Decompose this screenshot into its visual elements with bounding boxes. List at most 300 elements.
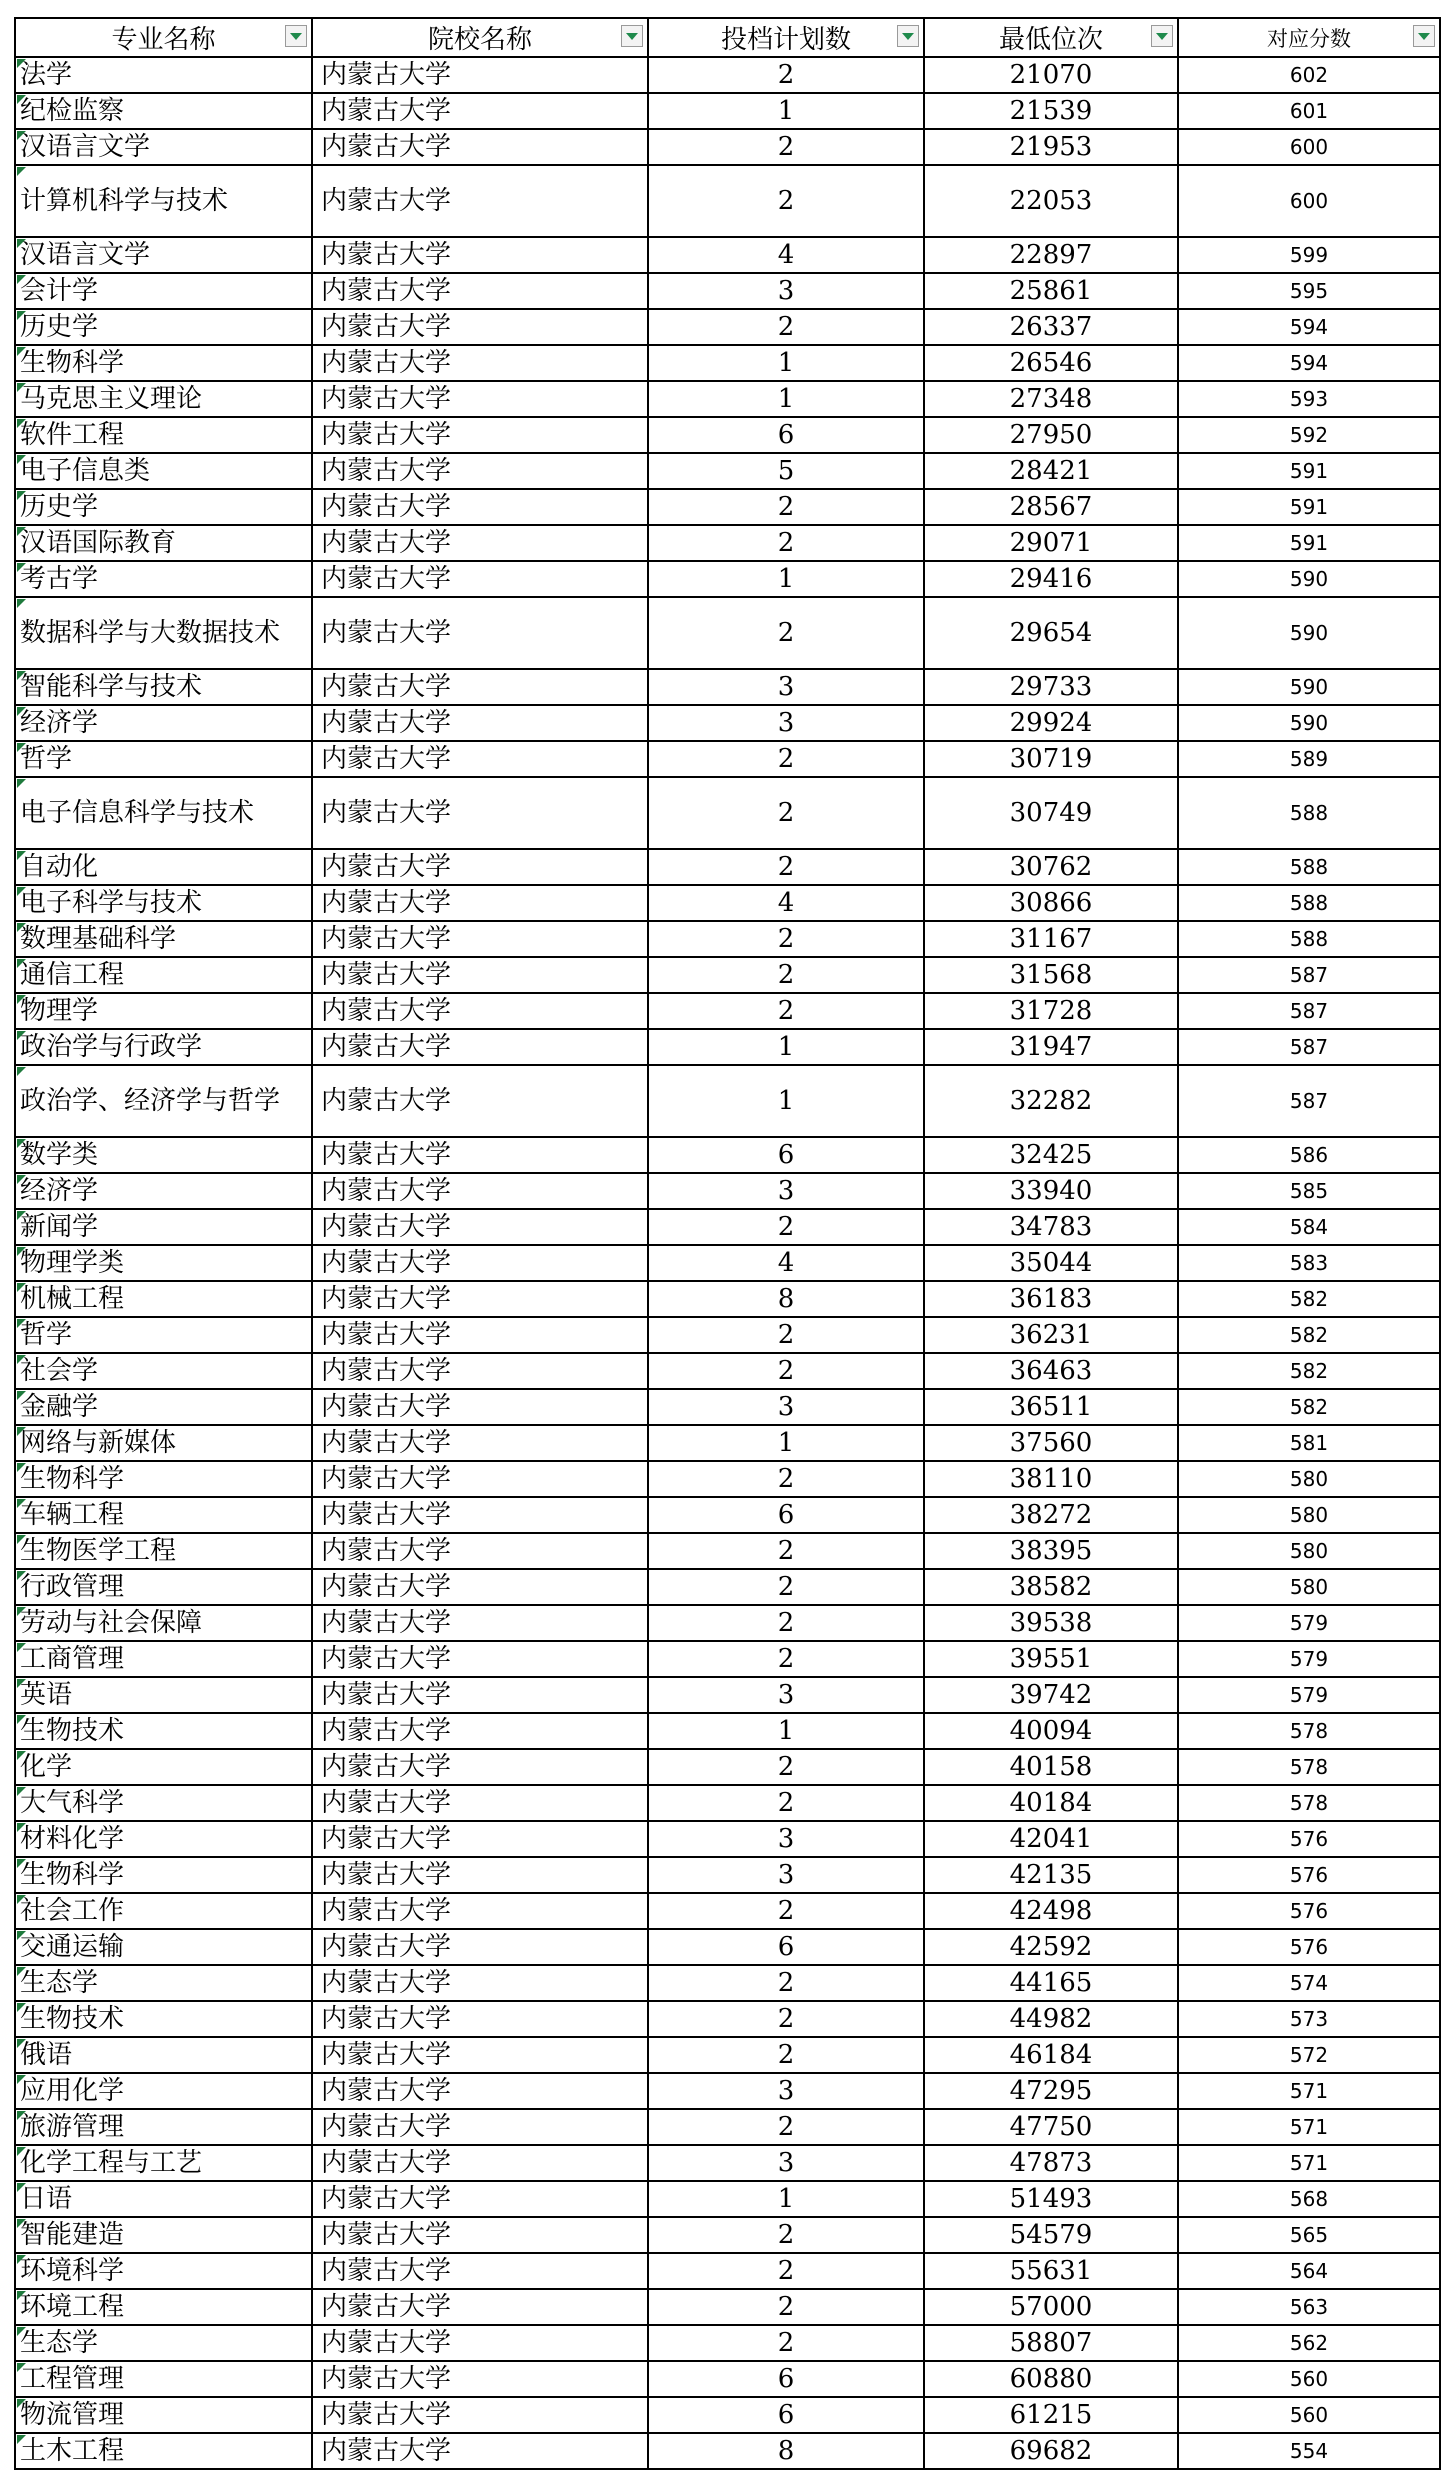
school-cell[interactable] [312,93,648,129]
school-cell[interactable] [312,1785,648,1821]
table-row[interactable] [15,1533,1440,1569]
table-row[interactable] [15,1065,1440,1137]
rank-cell[interactable] [924,669,1178,705]
school-cell[interactable] [312,1821,648,1857]
score-cell[interactable] [1178,1173,1440,1209]
plan-cell[interactable] [648,2145,924,2181]
school-cell[interactable] [312,1389,648,1425]
rank-cell[interactable] [924,237,1178,273]
table-row[interactable] [15,669,1440,705]
school-cell[interactable] [312,273,648,309]
plan-cell[interactable] [648,1065,924,1137]
rank-cell[interactable] [924,1641,1178,1677]
score-cell[interactable] [1178,1857,1440,1893]
major-cell[interactable] [15,1965,312,2001]
school-cell[interactable] [312,1713,648,1749]
rank-cell[interactable] [924,1857,1178,1893]
score-cell[interactable] [1178,1065,1440,1137]
score-cell[interactable] [1178,309,1440,345]
school-cell[interactable] [312,2073,648,2109]
table-row[interactable] [15,2073,1440,2109]
plan-cell[interactable] [648,237,924,273]
table-row[interactable] [15,381,1440,417]
table-row[interactable] [15,777,1440,849]
table-row[interactable] [15,993,1440,1029]
plan-cell[interactable] [648,2217,924,2253]
school-cell[interactable] [312,885,648,921]
school-cell[interactable] [312,525,648,561]
major-cell[interactable] [15,1209,312,1245]
plan-cell[interactable] [648,1281,924,1317]
rank-cell[interactable] [924,1317,1178,1353]
plan-cell[interactable] [648,2073,924,2109]
score-cell[interactable] [1178,2073,1440,2109]
score-cell[interactable] [1178,1929,1440,1965]
rank-cell[interactable] [924,309,1178,345]
school-cell[interactable] [312,669,648,705]
major-cell[interactable] [15,489,312,525]
filter-dropdown-icon[interactable] [1413,25,1435,47]
score-cell[interactable] [1178,1137,1440,1173]
rank-cell[interactable] [924,1209,1178,1245]
school-cell[interactable] [312,345,648,381]
plan-cell[interactable] [648,93,924,129]
score-cell[interactable] [1178,1821,1440,1857]
rank-cell[interactable] [924,1677,1178,1713]
plan-cell[interactable] [648,1929,924,1965]
plan-cell[interactable] [648,489,924,525]
score-cell[interactable] [1178,849,1440,885]
rank-cell[interactable] [924,1389,1178,1425]
table-row[interactable] [15,1893,1440,1929]
major-cell[interactable] [15,2361,312,2397]
major-cell[interactable] [15,1605,312,1641]
rank-cell[interactable] [924,957,1178,993]
score-cell[interactable] [1178,1497,1440,1533]
school-cell[interactable] [312,1677,648,1713]
plan-cell[interactable] [648,777,924,849]
major-cell[interactable] [15,741,312,777]
plan-cell[interactable] [648,2001,924,2037]
rank-cell[interactable] [924,2109,1178,2145]
plan-cell[interactable] [648,1317,924,1353]
plan-cell[interactable] [648,1029,924,1065]
plan-cell[interactable] [648,1497,924,1533]
major-cell[interactable] [15,849,312,885]
table-row[interactable] [15,1137,1440,1173]
plan-cell[interactable] [648,1785,924,1821]
school-cell[interactable] [312,2325,648,2361]
rank-cell[interactable] [924,1281,1178,1317]
school-cell[interactable] [312,1965,648,2001]
plan-cell[interactable] [648,2109,924,2145]
table-row[interactable] [15,705,1440,741]
rank-cell[interactable] [924,1965,1178,2001]
major-cell[interactable] [15,1137,312,1173]
major-cell[interactable] [15,129,312,165]
plan-cell[interactable] [648,669,924,705]
table-row[interactable] [15,1713,1440,1749]
score-cell[interactable] [1178,2253,1440,2289]
rank-cell[interactable] [924,2433,1178,2469]
major-cell[interactable] [15,309,312,345]
major-cell[interactable] [15,1821,312,1857]
score-cell[interactable] [1178,1785,1440,1821]
table-row[interactable] [15,1245,1440,1281]
plan-cell[interactable] [648,1389,924,1425]
plan-cell[interactable] [648,1533,924,1569]
score-cell[interactable] [1178,777,1440,849]
school-cell[interactable] [312,309,648,345]
table-row[interactable] [15,2217,1440,2253]
table-row[interactable] [15,2181,1440,2217]
table-row[interactable] [15,309,1440,345]
school-cell[interactable] [312,1353,648,1389]
table-row[interactable] [15,957,1440,993]
rank-cell[interactable] [924,273,1178,309]
table-row[interactable] [15,1749,1440,1785]
plan-cell[interactable] [648,1893,924,1929]
plan-cell[interactable] [648,2397,924,2433]
rank-cell[interactable] [924,1245,1178,1281]
score-cell[interactable] [1178,1749,1440,1785]
school-cell[interactable] [312,1497,648,1533]
score-cell[interactable] [1178,417,1440,453]
plan-cell[interactable] [648,381,924,417]
table-row[interactable] [15,1569,1440,1605]
rank-cell[interactable] [924,1425,1178,1461]
school-cell[interactable] [312,705,648,741]
table-row[interactable] [15,165,1440,237]
rank-cell[interactable] [924,993,1178,1029]
major-cell[interactable] [15,1245,312,1281]
school-cell[interactable] [312,2289,648,2325]
plan-cell[interactable] [648,2289,924,2325]
major-cell[interactable] [15,2001,312,2037]
plan-cell[interactable] [648,1209,924,1245]
table-row[interactable] [15,1317,1440,1353]
plan-cell[interactable] [648,1425,924,1461]
rank-cell[interactable] [924,741,1178,777]
major-cell[interactable] [15,2217,312,2253]
plan-cell[interactable] [648,2181,924,2217]
rank-cell[interactable] [924,2145,1178,2181]
plan-cell[interactable] [648,1569,924,1605]
school-cell[interactable] [312,57,648,93]
plan-cell[interactable] [648,993,924,1029]
school-cell[interactable] [312,993,648,1029]
major-cell[interactable] [15,57,312,93]
table-row[interactable] [15,597,1440,669]
plan-cell[interactable] [648,1821,924,1857]
school-cell[interactable] [312,1641,648,1677]
table-row[interactable] [15,885,1440,921]
table-row[interactable] [15,1461,1440,1497]
major-cell[interactable] [15,1029,312,1065]
school-cell[interactable] [312,1857,648,1893]
major-cell[interactable] [15,525,312,561]
table-row[interactable] [15,1029,1440,1065]
plan-cell[interactable] [648,741,924,777]
rank-cell[interactable] [924,2289,1178,2325]
major-cell[interactable] [15,1749,312,1785]
rank-cell[interactable] [924,2001,1178,2037]
rank-cell[interactable] [924,1893,1178,1929]
rank-cell[interactable] [924,921,1178,957]
school-cell[interactable] [312,1065,648,1137]
rank-cell[interactable] [924,885,1178,921]
major-cell[interactable] [15,885,312,921]
rank-cell[interactable] [924,1749,1178,1785]
table-row[interactable] [15,1353,1440,1389]
major-cell[interactable] [15,1569,312,1605]
rank-cell[interactable] [924,2037,1178,2073]
score-cell[interactable] [1178,1389,1440,1425]
school-cell[interactable] [312,2397,648,2433]
score-cell[interactable] [1178,741,1440,777]
plan-cell[interactable] [648,1857,924,1893]
plan-cell[interactable] [648,2325,924,2361]
plan-cell[interactable] [648,309,924,345]
rank-cell[interactable] [924,1461,1178,1497]
score-cell[interactable] [1178,2181,1440,2217]
table-row[interactable] [15,345,1440,381]
score-cell[interactable] [1178,1569,1440,1605]
score-cell[interactable] [1178,489,1440,525]
score-cell[interactable] [1178,1353,1440,1389]
school-cell[interactable] [312,453,648,489]
plan-cell[interactable] [648,273,924,309]
table-row[interactable] [15,1173,1440,1209]
plan-cell[interactable] [648,1353,924,1389]
major-cell[interactable] [15,1389,312,1425]
school-cell[interactable] [312,1281,648,1317]
school-cell[interactable] [312,777,648,849]
major-cell[interactable] [15,2325,312,2361]
score-cell[interactable] [1178,1317,1440,1353]
score-cell[interactable] [1178,1245,1440,1281]
plan-cell[interactable] [648,921,924,957]
score-cell[interactable] [1178,1965,1440,2001]
table-row[interactable] [15,2145,1440,2181]
major-cell[interactable] [15,2253,312,2289]
school-cell[interactable] [312,1425,648,1461]
rank-cell[interactable] [924,597,1178,669]
rank-cell[interactable] [924,1821,1178,1857]
rank-cell[interactable] [924,2073,1178,2109]
major-cell[interactable] [15,2289,312,2325]
score-cell[interactable] [1178,129,1440,165]
filter-dropdown-icon[interactable] [1151,25,1173,47]
major-cell[interactable] [15,1533,312,1569]
rank-cell[interactable] [924,489,1178,525]
score-cell[interactable] [1178,2037,1440,2073]
score-cell[interactable] [1178,1641,1440,1677]
plan-cell[interactable] [648,417,924,453]
table-row[interactable] [15,489,1440,525]
major-cell[interactable] [15,381,312,417]
school-cell[interactable] [312,1929,648,1965]
school-cell[interactable] [312,1173,648,1209]
plan-cell[interactable] [648,849,924,885]
rank-cell[interactable] [924,561,1178,597]
rank-cell[interactable] [924,93,1178,129]
school-cell[interactable] [312,2217,648,2253]
score-cell[interactable] [1178,2109,1440,2145]
table-row[interactable] [15,237,1440,273]
major-cell[interactable] [15,1353,312,1389]
major-cell[interactable] [15,93,312,129]
school-cell[interactable] [312,597,648,669]
score-cell[interactable] [1178,1281,1440,1317]
rank-cell[interactable] [924,1029,1178,1065]
rank-cell[interactable] [924,381,1178,417]
score-cell[interactable] [1178,1425,1440,1461]
table-row[interactable] [15,1281,1440,1317]
table-row[interactable] [15,1821,1440,1857]
school-cell[interactable] [312,417,648,453]
major-cell[interactable] [15,2037,312,2073]
major-cell[interactable] [15,1641,312,1677]
rank-cell[interactable] [924,1353,1178,1389]
school-cell[interactable] [312,2361,648,2397]
major-cell[interactable] [15,2433,312,2469]
table-row[interactable] [15,2433,1440,2469]
plan-cell[interactable] [648,525,924,561]
major-cell[interactable] [15,957,312,993]
score-cell[interactable] [1178,1029,1440,1065]
score-cell[interactable] [1178,1893,1440,1929]
school-cell[interactable] [312,2433,648,2469]
school-cell[interactable] [312,2037,648,2073]
table-row[interactable] [15,2001,1440,2037]
major-cell[interactable] [15,1317,312,1353]
plan-cell[interactable] [648,597,924,669]
score-cell[interactable] [1178,2361,1440,2397]
major-cell[interactable] [15,993,312,1029]
plan-cell[interactable] [648,1965,924,2001]
score-cell[interactable] [1178,381,1440,417]
filter-dropdown-icon[interactable] [621,25,643,47]
major-cell[interactable] [15,597,312,669]
table-row[interactable] [15,1857,1440,1893]
plan-cell[interactable] [648,165,924,237]
plan-cell[interactable] [648,561,924,597]
plan-cell[interactable] [648,2037,924,2073]
plan-cell[interactable] [648,345,924,381]
table-row[interactable] [15,561,1440,597]
score-cell[interactable] [1178,669,1440,705]
plan-cell[interactable] [648,1137,924,1173]
rank-cell[interactable] [924,1137,1178,1173]
filter-dropdown-icon[interactable] [897,25,919,47]
score-cell[interactable] [1178,2001,1440,2037]
major-cell[interactable] [15,777,312,849]
table-row[interactable] [15,2361,1440,2397]
plan-cell[interactable] [648,57,924,93]
score-cell[interactable] [1178,885,1440,921]
table-row[interactable] [15,1425,1440,1461]
rank-cell[interactable] [924,129,1178,165]
score-cell[interactable] [1178,993,1440,1029]
plan-cell[interactable] [648,1641,924,1677]
rank-cell[interactable] [924,2325,1178,2361]
rank-cell[interactable] [924,1569,1178,1605]
table-row[interactable] [15,525,1440,561]
school-cell[interactable] [312,129,648,165]
table-row[interactable] [15,1929,1440,1965]
score-cell[interactable] [1178,1713,1440,1749]
table-row[interactable] [15,453,1440,489]
rank-cell[interactable] [924,1713,1178,1749]
school-cell[interactable] [312,957,648,993]
table-row[interactable] [15,2289,1440,2325]
major-cell[interactable] [15,1893,312,1929]
major-cell[interactable] [15,921,312,957]
school-cell[interactable] [312,921,648,957]
rank-cell[interactable] [924,2181,1178,2217]
table-row[interactable] [15,2109,1440,2145]
plan-cell[interactable] [648,453,924,489]
table-row[interactable] [15,1785,1440,1821]
rank-cell[interactable] [924,849,1178,885]
major-cell[interactable] [15,165,312,237]
rank-cell[interactable] [924,453,1178,489]
table-row[interactable] [15,2253,1440,2289]
major-cell[interactable] [15,2181,312,2217]
table-row[interactable] [15,1677,1440,1713]
score-cell[interactable] [1178,1677,1440,1713]
major-cell[interactable] [15,1461,312,1497]
plan-cell[interactable] [648,1173,924,1209]
score-cell[interactable] [1178,93,1440,129]
school-cell[interactable] [312,165,648,237]
rank-cell[interactable] [924,1497,1178,1533]
score-cell[interactable] [1178,2433,1440,2469]
plan-cell[interactable] [648,1713,924,1749]
score-cell[interactable] [1178,1533,1440,1569]
table-row[interactable] [15,57,1440,93]
table-row[interactable] [15,1497,1440,1533]
major-cell[interactable] [15,1677,312,1713]
score-cell[interactable] [1178,57,1440,93]
plan-cell[interactable] [648,957,924,993]
rank-cell[interactable] [924,2217,1178,2253]
plan-cell[interactable] [648,1677,924,1713]
school-cell[interactable] [312,489,648,525]
major-cell[interactable] [15,1497,312,1533]
score-cell[interactable] [1178,525,1440,561]
rank-cell[interactable] [924,1929,1178,1965]
rank-cell[interactable] [924,1785,1178,1821]
school-cell[interactable] [312,1209,648,1245]
score-cell[interactable] [1178,1209,1440,1245]
table-row[interactable] [15,1965,1440,2001]
major-cell[interactable] [15,453,312,489]
major-cell[interactable] [15,237,312,273]
school-cell[interactable] [312,237,648,273]
score-cell[interactable] [1178,2217,1440,2253]
school-cell[interactable] [312,741,648,777]
table-row[interactable] [15,2397,1440,2433]
table-row[interactable] [15,849,1440,885]
school-cell[interactable] [312,2109,648,2145]
school-cell[interactable] [312,2145,648,2181]
major-cell[interactable] [15,1065,312,1137]
rank-cell[interactable] [924,2397,1178,2433]
school-cell[interactable] [312,1029,648,1065]
rank-cell[interactable] [924,1533,1178,1569]
